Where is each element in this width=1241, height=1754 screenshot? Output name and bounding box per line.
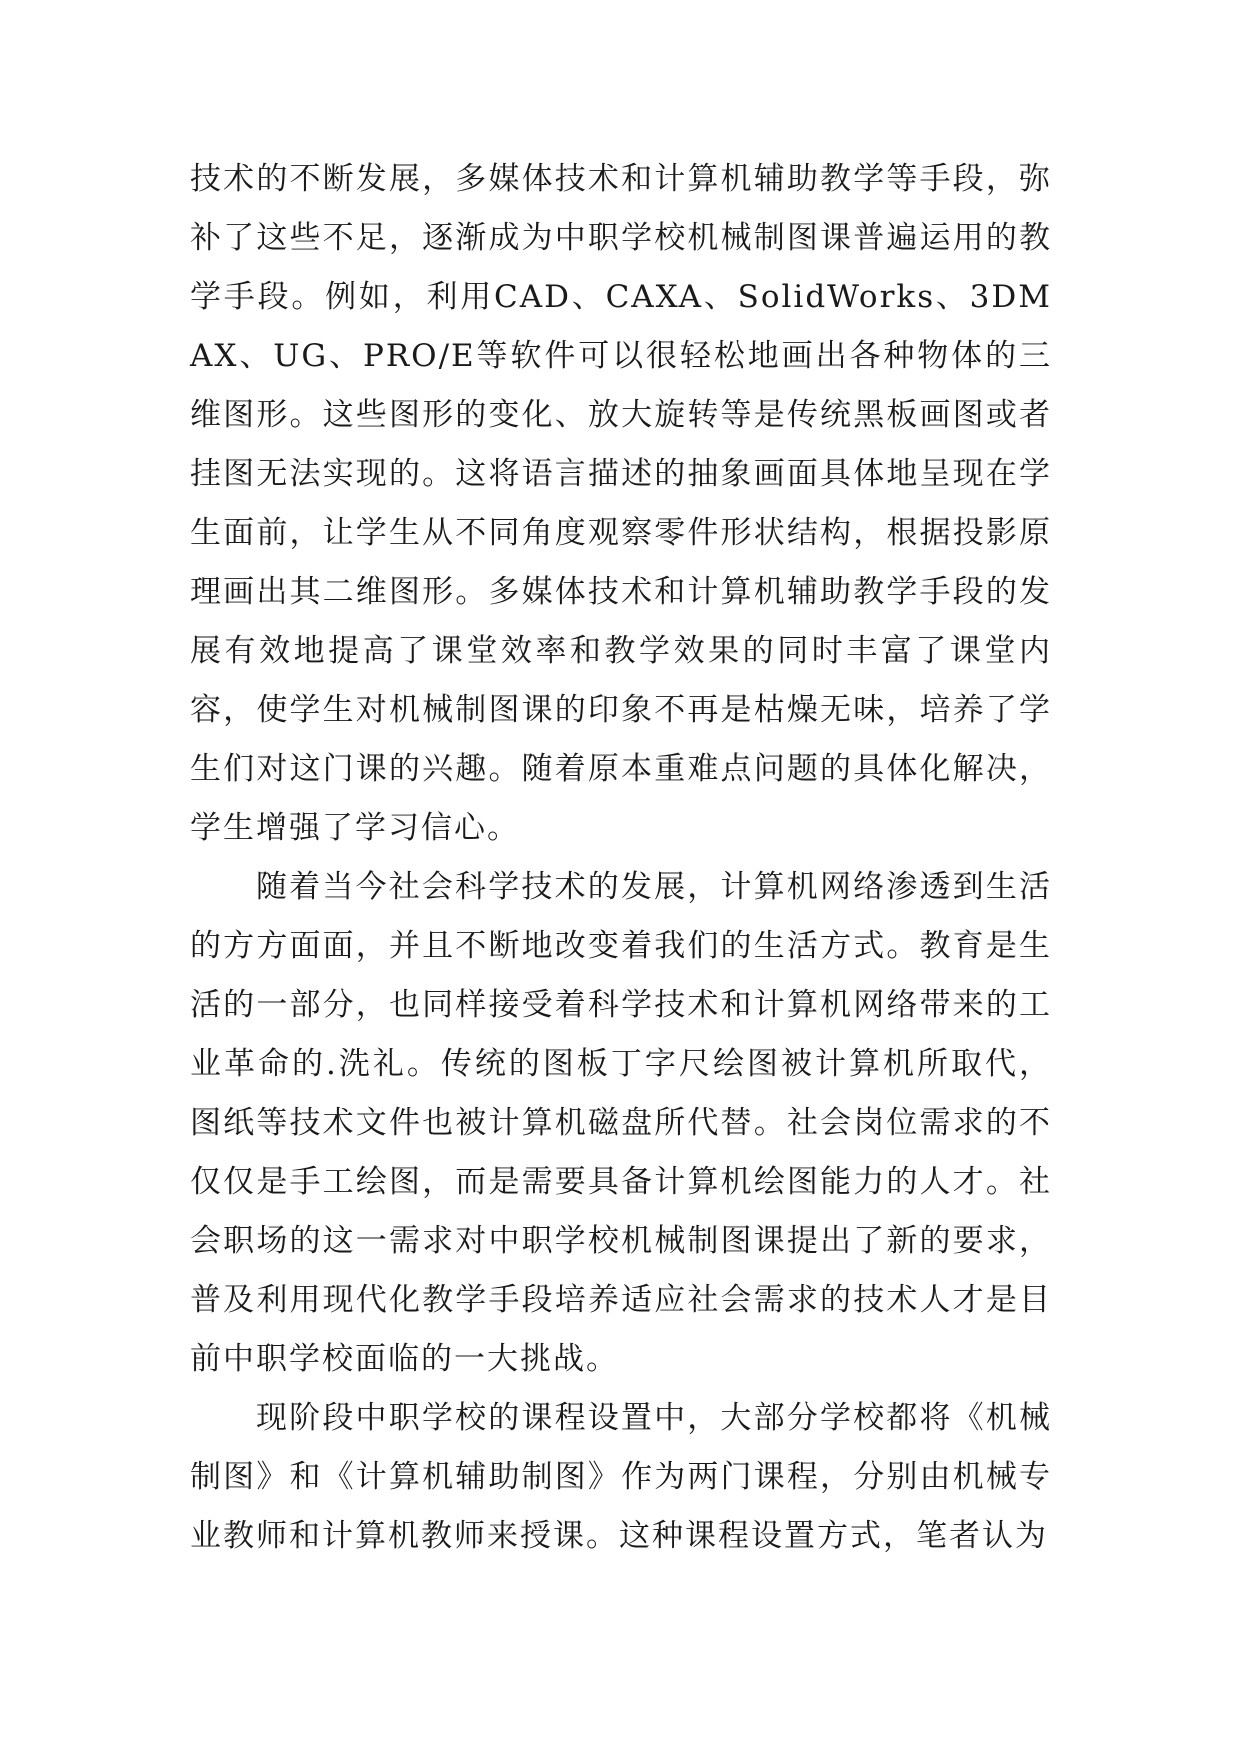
document-body <box>190 150 1052 1566</box>
paragraph-2: 随着当今社会科学技术的发展，计算机网络渗透到生活的方方面面，并且不断地改变着我们的生活方式。教育是生活的一部分，也同样接受着科学技术和计算机网络带来的工业革命的.洗礼。传统的图板丁字尺绘图被计算机所取代，图纸等技术文件也被计算机磁盘所代替。社会岗位需求的不仅仅是手工绘图，而是需要具备计算机绘图能力的人才。社会职场的这一需求对中职学校机械制图课提出了新的要求，普及利用现代化教学手段培养适应社会需求的技术人才是目前中职学校面临的一大挑战。 <box>190 869 1052 1377</box>
paragraph-1: 技术的不断发展，多媒体技术和计算机辅助教学等手段，弥补了这些不足，逐渐成为中职学校机械制图课普遍运用的教学手段。例如，利用CAD、CAXA、SolidWorks、3DMAX、UG、PRO/E等软件可以很轻松地画出各种物体的三维图形。这些图形的变化、放大旋转等是传统黑板画图或者挂图无法实现的。这将语言描述的抽象画面具体地呈现在学生面前，让学生从不同角度观察零件形状结构，根据投影原理画出其二维图形。多媒体技术和计算机辅助教学手段的发展有效地提高了课堂效率和教学效果的同时丰富了课堂内容，使学生对机械制图课的印象不再是枯燥无味，培养了学生们对这门课的兴趣。随着原本重难点问题的具体化解决，学生增强了学习信心。 <box>190 161 1052 846</box>
paragraph-3: 现阶段中职学校的课程设置中，大部分学校都将《机械制图》和《计算机辅助制图》作为两门课程，分别由机械专业教师和计算机教师来授课。这种课程设置方式，笔者认为 <box>190 1400 1052 1554</box>
